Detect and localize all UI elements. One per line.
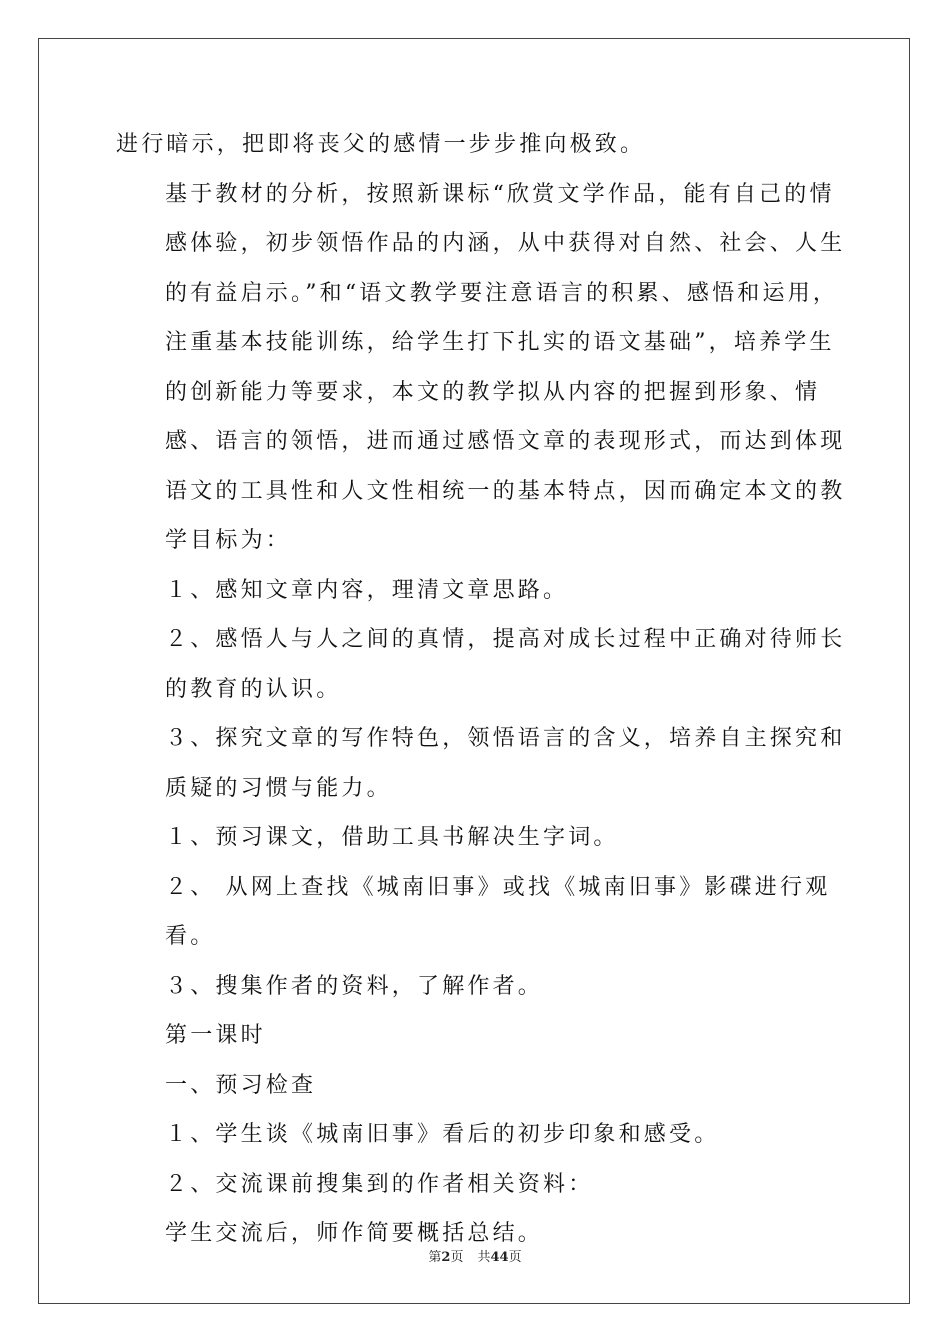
page-suffix: 页 <box>450 1250 464 1265</box>
page-prefix: 第 <box>428 1250 442 1265</box>
objective-item-2: ２、感悟人与人之间的真情，提高对成长过程中正确对待师长的教育的认识。 <box>165 627 846 702</box>
total-prefix: 共 <box>477 1250 491 1265</box>
check-item-2: ２、交流课前搜集到的作者相关资料： <box>165 1171 594 1197</box>
page-number: 2 <box>441 1250 451 1265</box>
preview-item-2: ２、 从网上查找《城南旧事》或找《城南旧事》影碟进行观看。 <box>165 874 831 949</box>
check-item-1: １、学生谈《城南旧事》看后的初步印象和感受。 <box>165 1122 720 1147</box>
subsection-heading-preview-check: 一、预习检查 <box>165 1072 317 1098</box>
objective-item-1: １、感知文章内容，理清文章思路。 <box>165 577 569 603</box>
total-pages: 44 <box>490 1250 509 1265</box>
total-suffix: 页 <box>508 1250 522 1265</box>
page-footer <box>0 1246 950 1265</box>
preview-item-3: ３、搜集作者的资料，了解作者。 <box>165 973 544 999</box>
summary-paragraph: 学生交流后，师作简要概括总结。 <box>165 1221 544 1246</box>
paragraph-2: 基于教材的分析，按照新课标“欣赏文学作品，能有自己的情感体验，初步领悟作品的内涵，从中获得对自然、社会、人生的有益启示。”和“语文教学要注意语言的积累、感悟和运用，注重基本技能训练，给学生打下扎实的语文基础”，培养学生的创新能力等要求，本文的教学拟从内容的把握到形象、情感、语言的领悟，进而通过感悟文章的表现形式，而达到体现语文的工具性和人文性相统一的基本特点，因而确定本文的教学目标为： <box>165 181 846 553</box>
objective-item-3: ３、探究文章的写作特色，领悟语言的含义，培养自主探究和质疑的习惯与能力。 <box>165 726 846 801</box>
paragraph-1: 进行暗示，把即将丧父的感情一步步推向极致。 <box>116 132 646 157</box>
section-heading-lesson-one: 第一课时 <box>165 1023 266 1048</box>
document-body <box>116 120 846 1259</box>
preview-item-1: １、预习课文，借助工具书解决生字词。 <box>165 825 619 850</box>
